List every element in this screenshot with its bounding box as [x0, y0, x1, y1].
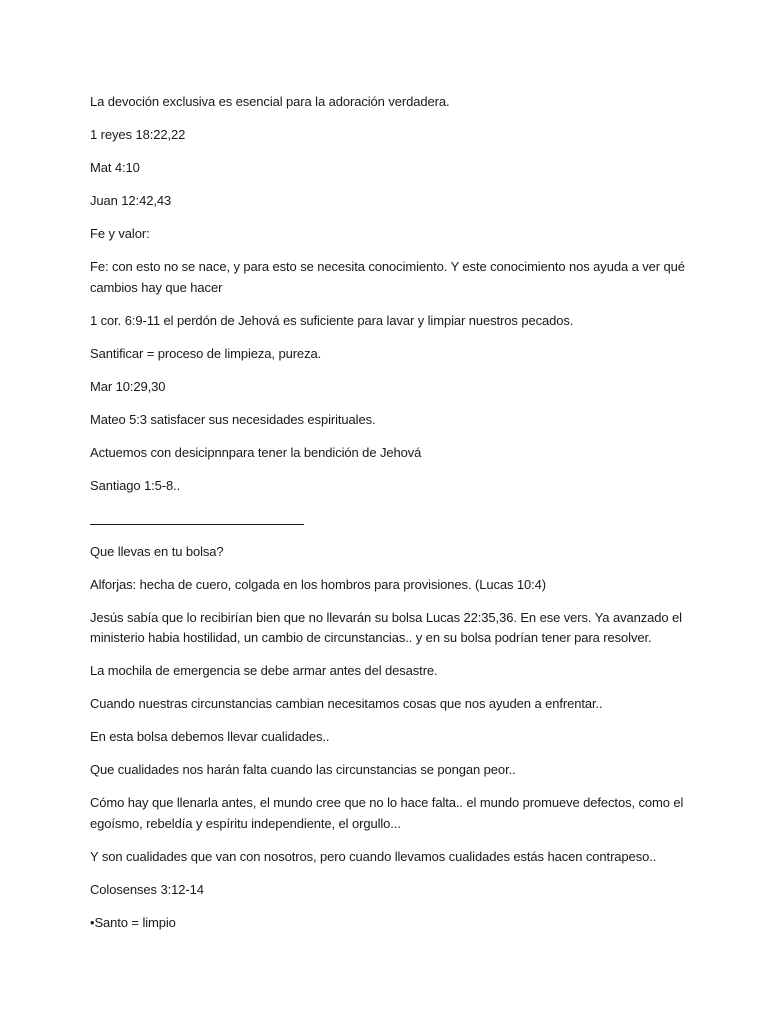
paragraph: 1 cor. 6:9-11 el perdón de Jehová es suficiente para lavar y limpiar nuestros pecados.: [90, 312, 574, 328]
paragraph: 1 reyes 18:22,22: [90, 127, 186, 142]
paragraph: En esta bolsa debemos llevar cualidades..: [90, 729, 330, 744]
paragraph: Actuemos con desicipnnpara tener la bendición de Jehová: [90, 444, 422, 460]
horizontal-rule-line: [90, 524, 304, 525]
paragraph: Mateo 5:3 satisfacer sus necesidades espirituales.: [90, 411, 376, 427]
paragraph: Y son cualidades que van con nosotros, pero cuando llevamos cualidades estás hacen contrapeso..: [90, 848, 657, 864]
paragraph: Jesús sabía que lo recibirían bien que no llevarán su bolsa Lucas 22:35,36. En ese vers. Ya avanzado el ministerio habia hostilidad, un cambio de circunstancias.. y en su bolsa podrían tener para resolver.: [90, 609, 682, 645]
horizontal-rule: [90, 509, 690, 530]
paragraph: Mar 10:29,30: [90, 378, 166, 394]
paragraph: Que cualidades nos harán falta cuando las circunstancias se pongan peor..: [90, 762, 516, 777]
bullet-item: •Santo = limpio: [90, 914, 176, 930]
paragraph: La mochila de emergencia se debe armar antes del desastre.: [90, 663, 438, 678]
paragraph: La devoción exclusiva es esencial para la adoración verdadera.: [90, 94, 450, 109]
paragraph: Santiago 1:5-8..: [90, 477, 181, 493]
paragraph: Santificar = proceso de limpieza, pureza.: [90, 345, 322, 361]
paragraph: Colosenses 3:12-14: [90, 881, 204, 897]
paragraph: Juan 12:42,43: [90, 193, 172, 208]
paragraph: Cómo hay que llenarla antes, el mundo cree que no lo hace falta.. el mundo promueve defectos, como el egoísmo, rebeldía y espíritu independiente, el orgullo...: [90, 795, 684, 831]
paragraph: Cuando nuestras circunstancias cambian necesitamos cosas que nos ayuden a enfrentar..: [90, 696, 603, 711]
document-body: [90, 92, 690, 946]
section-heading: Que llevas en tu bolsa?: [90, 543, 224, 559]
paragraph: Fe y valor:: [90, 226, 150, 241]
paragraph: Fe: con esto no se nace, y para esto se necesita conocimiento. Y este conocimiento nos ayuda a ver qué cambios hay que hacer: [90, 259, 685, 295]
paragraph: Mat 4:10: [90, 160, 140, 175]
paragraph: Alforjas: hecha de cuero, colgada en los hombros para provisiones. (Lucas 10:4): [90, 576, 547, 592]
